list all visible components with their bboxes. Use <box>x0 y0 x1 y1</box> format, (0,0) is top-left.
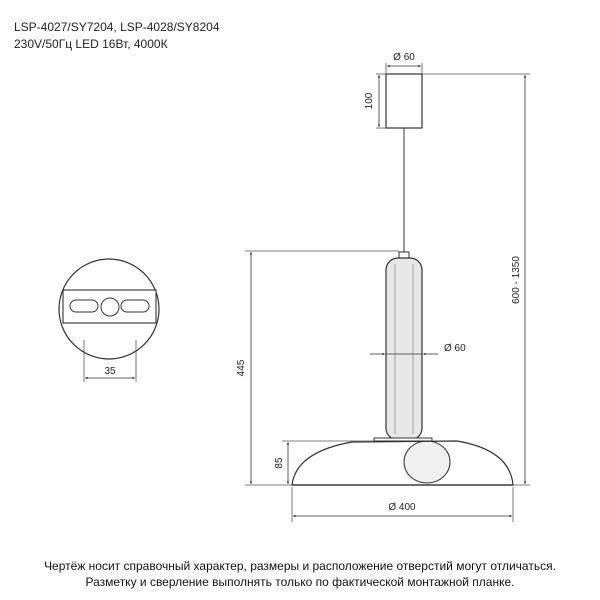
shade-outline <box>292 441 513 485</box>
total-height-label: 600 - 1350 <box>511 256 522 304</box>
canopy-height-label: 100 <box>364 92 375 110</box>
body-height-label: 445 <box>236 359 247 377</box>
inner-dome <box>404 441 450 483</box>
center-hole <box>101 298 119 316</box>
total-height-dimension <box>422 74 530 485</box>
lamp-diameter-label: Ø 60 <box>444 343 466 354</box>
mounting-plate-detail <box>59 259 159 382</box>
wire-clamp <box>399 252 409 258</box>
canopy-diameter-label: Ø 60 <box>393 52 415 63</box>
lamp-body <box>370 252 466 440</box>
ceiling-canopy <box>364 52 422 128</box>
disclaimer-line-1: Чертёж носит справочный характер, размеры и расположение отверстий могут отличаться. <box>44 559 556 573</box>
shade-collar <box>374 438 432 441</box>
mount-spacing-label: 35 <box>104 366 116 377</box>
mounting-slot-right <box>121 300 149 312</box>
model-numbers: LSP-4027/SY7204, LSP-4028/SY8204 <box>14 20 220 34</box>
body-height-dimension <box>236 251 399 485</box>
electrical-specs: 230V/50Гц LED 16Вт, 4000К <box>14 37 168 51</box>
shade-height-dimension <box>274 441 374 483</box>
canopy-body <box>386 74 422 128</box>
shade-diameter-dimension <box>292 487 513 522</box>
mounting-slot-left <box>70 300 98 312</box>
lamp-shade <box>292 438 513 485</box>
disclaimer-line-2: Разметку и сверление выполнять только по фактической монтажной планке. <box>85 575 515 589</box>
glass-tube <box>386 258 422 440</box>
shade-diameter-label: Ø 400 <box>388 502 416 513</box>
shade-height-label: 85 <box>274 457 285 469</box>
